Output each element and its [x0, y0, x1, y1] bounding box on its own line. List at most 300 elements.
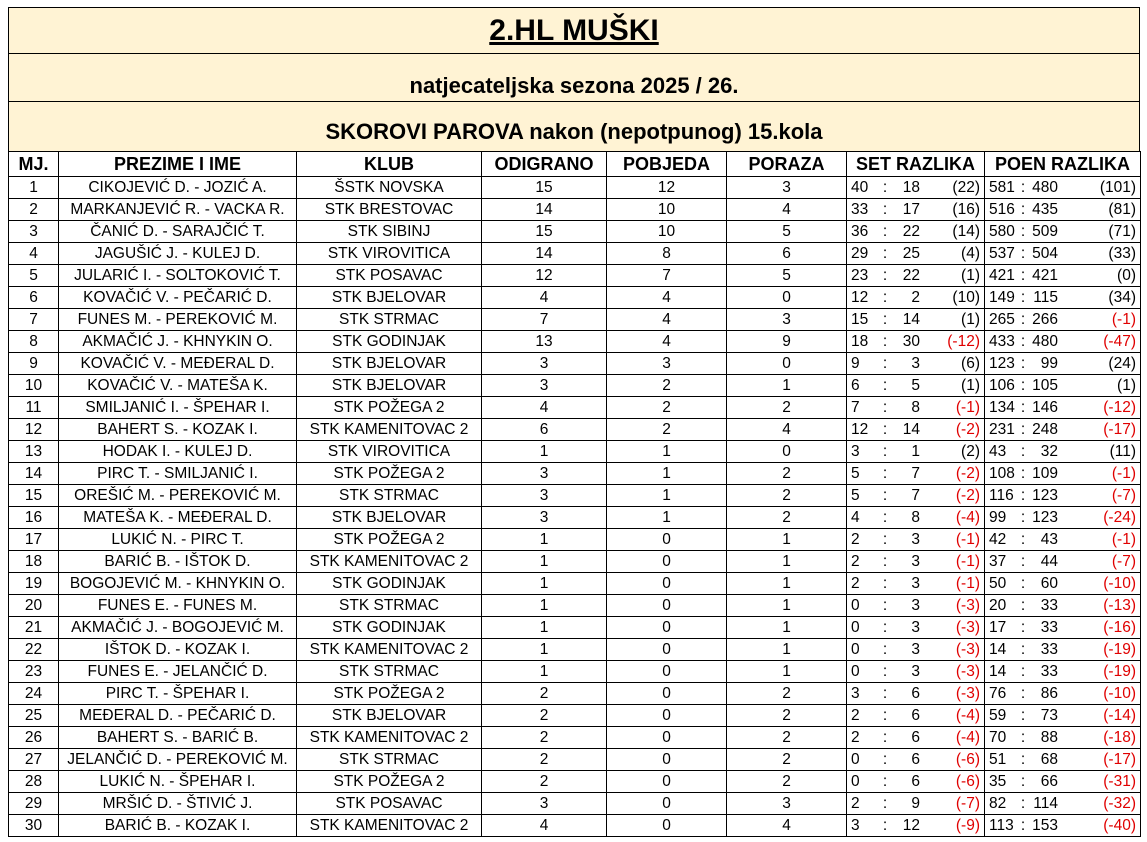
losses-cell: 1 — [727, 617, 847, 639]
set-lost: 6 — [911, 684, 920, 702]
colon-separator: : — [882, 596, 888, 614]
pair-name-cell: AKMAČIĆ J. - KHNYKIN O. — [59, 331, 297, 353]
set-diff-cell — [847, 441, 985, 463]
poen-won: 581 — [989, 178, 1015, 196]
rank-cell: 12 — [9, 419, 59, 441]
poen-difference: (11) — [1109, 442, 1136, 460]
set-diff-cell — [847, 617, 985, 639]
rank-cell: 14 — [9, 463, 59, 485]
set-diff-cell — [847, 397, 985, 419]
pair-name-cell: CIKOJEVIĆ D. - JOZIĆ A. — [59, 177, 297, 199]
poen-lost: 68 — [1040, 750, 1058, 768]
colon-separator: : — [882, 376, 888, 394]
poen-difference: (101) — [1099, 178, 1136, 196]
set-diff-cell — [847, 551, 985, 573]
losses-cell: 9 — [727, 331, 847, 353]
club-cell: STK BJELOVAR — [297, 287, 482, 309]
poen-won: 116 — [989, 486, 1014, 504]
point-diff-cell — [985, 331, 1141, 353]
colon-separator: : — [882, 618, 888, 636]
wins-cell: 0 — [607, 551, 727, 573]
club-cell: STK KAMENITOVAC 2 — [297, 551, 482, 573]
table-body — [9, 177, 1141, 837]
club-cell: STK POSAVAC — [297, 793, 482, 815]
wins-cell: 2 — [607, 397, 727, 419]
poen-lost: 123 — [1032, 486, 1058, 504]
poen-lost: 504 — [1032, 244, 1058, 262]
losses-cell: 2 — [727, 727, 847, 749]
poen-difference: (1) — [1117, 376, 1136, 394]
poen-won: 14 — [989, 640, 1007, 658]
played-cell: 3 — [482, 353, 607, 375]
club-cell: STK GODINJAK — [297, 573, 482, 595]
colon-separator: : — [1020, 376, 1026, 394]
rank-cell: 13 — [9, 441, 59, 463]
wins-cell: 3 — [607, 353, 727, 375]
losses-cell: 2 — [727, 705, 847, 727]
poen-won: 20 — [989, 596, 1007, 614]
rank-cell: 9 — [9, 353, 59, 375]
colon-separator: : — [1020, 222, 1026, 240]
poen-lost: 44 — [1040, 552, 1058, 570]
set-won: 12 — [851, 288, 869, 306]
wins-cell: 2 — [607, 419, 727, 441]
point-diff-cell — [985, 573, 1141, 595]
club-cell: ŠSTK NOVSKA — [297, 177, 482, 199]
club-cell: STK POŽEGA 2 — [297, 529, 482, 551]
column-header-poraza: PORAZA — [727, 152, 847, 177]
poen-difference: (-12) — [1103, 398, 1136, 416]
set-diff-cell — [847, 639, 985, 661]
club-cell: STK BJELOVAR — [297, 705, 482, 727]
colon-separator: : — [1020, 772, 1026, 790]
column-header-name: PREZIME I IME — [59, 152, 297, 177]
table-row — [9, 485, 1141, 507]
wins-cell: 1 — [607, 463, 727, 485]
poen-lost: 66 — [1040, 772, 1058, 790]
colon-separator: : — [882, 772, 888, 790]
set-lost: 3 — [911, 640, 920, 658]
point-diff-cell — [985, 815, 1141, 837]
set-lost: 3 — [911, 662, 920, 680]
wins-cell: 4 — [607, 287, 727, 309]
set-won: 3 — [851, 816, 860, 834]
set-lost: 6 — [911, 750, 920, 768]
wins-cell: 0 — [607, 705, 727, 727]
point-diff-cell — [985, 441, 1141, 463]
pair-name-cell: JULARIĆ I. - SOLTOKOVIĆ T. — [59, 265, 297, 287]
set-diff-cell — [847, 573, 985, 595]
poen-won: 113 — [989, 816, 1014, 834]
set-lost: 22 — [902, 222, 920, 240]
rank-cell: 5 — [9, 265, 59, 287]
table-row — [9, 265, 1141, 287]
pair-name-cell: MRŠIĆ D. - ŠTIVIĆ J. — [59, 793, 297, 815]
rank-cell: 18 — [9, 551, 59, 573]
table-row — [9, 287, 1141, 309]
rank-cell: 2 — [9, 199, 59, 221]
rank-cell: 16 — [9, 507, 59, 529]
club-cell: STK SIBINJ — [297, 221, 482, 243]
set-lost: 7 — [911, 486, 920, 504]
set-difference: (1) — [961, 266, 980, 284]
set-difference: (-4) — [955, 706, 980, 724]
set-difference: (-1) — [955, 398, 980, 416]
set-lost: 3 — [911, 596, 920, 614]
wins-cell: 0 — [607, 749, 727, 771]
poen-won: 99 — [989, 508, 1007, 526]
club-cell: STK KAMENITOVAC 2 — [297, 727, 482, 749]
table-row — [9, 617, 1141, 639]
club-cell: STK BRESTOVAC — [297, 199, 482, 221]
set-diff-cell — [847, 507, 985, 529]
colon-separator: : — [882, 684, 888, 702]
set-won: 33 — [851, 200, 869, 218]
set-won: 0 — [851, 618, 860, 636]
played-cell: 2 — [482, 749, 607, 771]
rank-cell: 6 — [9, 287, 59, 309]
pair-name-cell: LUKIĆ N. - ŠPEHAR I. — [59, 771, 297, 793]
set-diff-cell — [847, 749, 985, 771]
played-cell: 3 — [482, 375, 607, 397]
played-cell: 1 — [482, 639, 607, 661]
set-difference: (1) — [961, 376, 980, 394]
set-diff-cell — [847, 265, 985, 287]
club-cell: STK STRMAC — [297, 309, 482, 331]
rank-cell: 22 — [9, 639, 59, 661]
poen-difference: (-40) — [1103, 816, 1136, 834]
poen-lost: 266 — [1032, 310, 1058, 328]
losses-cell: 0 — [727, 353, 847, 375]
rank-cell: 27 — [9, 749, 59, 771]
colon-separator: : — [1020, 178, 1026, 196]
colon-separator: : — [1020, 662, 1026, 680]
set-diff-cell — [847, 177, 985, 199]
set-difference: (-6) — [955, 750, 980, 768]
poen-difference: (-10) — [1103, 684, 1136, 702]
colon-separator: : — [1020, 816, 1026, 834]
losses-cell: 1 — [727, 551, 847, 573]
table-row — [9, 331, 1141, 353]
column-header-mj: MJ. — [9, 152, 59, 177]
poen-difference: (81) — [1108, 200, 1136, 218]
rank-cell: 26 — [9, 727, 59, 749]
losses-cell: 3 — [727, 177, 847, 199]
table-row — [9, 793, 1141, 815]
played-cell: 15 — [482, 221, 607, 243]
club-cell: STK GODINJAK — [297, 617, 482, 639]
colon-separator: : — [882, 420, 888, 438]
poen-won: 82 — [989, 794, 1007, 812]
set-diff-cell — [847, 529, 985, 551]
set-lost: 14 — [902, 310, 920, 328]
poen-difference: (33) — [1108, 244, 1136, 262]
poen-lost: 86 — [1040, 684, 1058, 702]
set-won: 18 — [851, 332, 869, 350]
colon-separator: : — [1020, 332, 1026, 350]
table-header-row — [9, 152, 1141, 177]
set-difference: (-1) — [955, 530, 980, 548]
point-diff-cell — [985, 507, 1141, 529]
wins-cell: 0 — [607, 683, 727, 705]
set-won: 6 — [851, 376, 860, 394]
poen-lost: 33 — [1040, 662, 1058, 680]
played-cell: 7 — [482, 309, 607, 331]
poen-lost: 123 — [1032, 508, 1058, 526]
poen-difference: (-13) — [1103, 596, 1136, 614]
colon-separator: : — [882, 398, 888, 416]
losses-cell: 3 — [727, 309, 847, 331]
point-diff-cell — [985, 177, 1141, 199]
set-difference: (22) — [952, 178, 980, 196]
table-row — [9, 815, 1141, 837]
poen-won: 265 — [989, 310, 1015, 328]
poen-difference: (-7) — [1111, 486, 1136, 504]
set-won: 2 — [851, 574, 860, 592]
set-won: 2 — [851, 530, 860, 548]
table-row — [9, 639, 1141, 661]
rank-cell: 11 — [9, 397, 59, 419]
losses-cell: 2 — [727, 463, 847, 485]
poen-lost: 33 — [1040, 618, 1058, 636]
losses-cell: 2 — [727, 507, 847, 529]
set-difference: (-1) — [955, 552, 980, 570]
set-won: 7 — [851, 398, 860, 416]
table-row — [9, 705, 1141, 727]
colon-separator: : — [882, 750, 888, 768]
set-diff-cell — [847, 287, 985, 309]
played-cell: 4 — [482, 287, 607, 309]
rank-cell: 7 — [9, 309, 59, 331]
rank-cell: 17 — [9, 529, 59, 551]
played-cell: 4 — [482, 815, 607, 837]
poen-difference: (-1) — [1111, 464, 1136, 482]
poen-won: 51 — [989, 750, 1007, 768]
rank-cell: 24 — [9, 683, 59, 705]
set-lost: 8 — [911, 508, 920, 526]
pair-name-cell: MEĐERAL D. - PEČARIĆ D. — [59, 705, 297, 727]
table-row — [9, 727, 1141, 749]
set-lost: 30 — [902, 332, 920, 350]
losses-cell: 2 — [727, 397, 847, 419]
poen-difference: (-47) — [1103, 332, 1136, 350]
colon-separator: : — [1020, 420, 1026, 438]
club-cell: STK BJELOVAR — [297, 353, 482, 375]
table-row — [9, 551, 1141, 573]
losses-cell: 1 — [727, 661, 847, 683]
colon-separator: : — [1020, 574, 1026, 592]
point-diff-cell — [985, 529, 1141, 551]
losses-cell: 0 — [727, 287, 847, 309]
played-cell: 1 — [482, 595, 607, 617]
played-cell: 1 — [482, 551, 607, 573]
club-cell: STK POŽEGA 2 — [297, 397, 482, 419]
colon-separator: : — [1020, 728, 1026, 746]
table-row — [9, 177, 1141, 199]
colon-separator: : — [882, 266, 888, 284]
set-diff-cell — [847, 243, 985, 265]
point-diff-cell — [985, 375, 1141, 397]
poen-lost: 33 — [1040, 596, 1058, 614]
colon-separator: : — [1020, 684, 1026, 702]
played-cell: 4 — [482, 397, 607, 419]
standings-sheet — [8, 7, 1140, 837]
wins-cell: 8 — [607, 243, 727, 265]
set-difference: (-12) — [947, 332, 980, 350]
colon-separator: : — [882, 178, 888, 196]
set-won: 3 — [851, 684, 860, 702]
table-row — [9, 771, 1141, 793]
poen-difference: (71) — [1108, 222, 1136, 240]
colon-separator: : — [882, 552, 888, 570]
colon-separator: : — [882, 464, 888, 482]
set-diff-cell — [847, 595, 985, 617]
poen-lost: 60 — [1040, 574, 1058, 592]
played-cell: 2 — [482, 727, 607, 749]
colon-separator: : — [882, 310, 888, 328]
pair-name-cell: JAGUŠIĆ J. - KULEJ D. — [59, 243, 297, 265]
set-diff-cell — [847, 199, 985, 221]
poen-lost: 421 — [1032, 266, 1058, 284]
played-cell: 15 — [482, 177, 607, 199]
colon-separator: : — [1020, 354, 1026, 372]
wins-cell: 12 — [607, 177, 727, 199]
pair-name-cell: IŠTOK D. - KOZAK I. — [59, 639, 297, 661]
poen-difference: (-17) — [1103, 420, 1136, 438]
point-diff-cell — [985, 595, 1141, 617]
club-cell: STK POSAVAC — [297, 265, 482, 287]
club-cell: STK VIROVITICA — [297, 441, 482, 463]
poen-won: 433 — [989, 332, 1015, 350]
set-difference: (16) — [952, 200, 980, 218]
poen-won: 50 — [989, 574, 1007, 592]
colon-separator: : — [1020, 486, 1026, 504]
played-cell: 1 — [482, 529, 607, 551]
poen-won: 35 — [989, 772, 1007, 790]
title-band — [8, 7, 1140, 53]
poen-won: 231 — [989, 420, 1015, 438]
set-lost: 6 — [911, 772, 920, 790]
pair-name-cell: KOVAČIĆ V. - PEČARIĆ D. — [59, 287, 297, 309]
colon-separator: : — [882, 244, 888, 262]
set-difference: (1) — [961, 310, 980, 328]
pair-name-cell: JELANČIĆ D. - PEREKOVIĆ M. — [59, 749, 297, 771]
set-difference: (-3) — [955, 662, 980, 680]
colon-separator: : — [882, 332, 888, 350]
set-difference: (2) — [961, 442, 980, 460]
pair-name-cell: KOVAČIĆ V. - MEĐERAL D. — [59, 353, 297, 375]
club-cell: STK VIROVITICA — [297, 243, 482, 265]
set-won: 0 — [851, 596, 860, 614]
set-won: 0 — [851, 750, 860, 768]
club-cell: STK KAMENITOVAC 2 — [297, 639, 482, 661]
poen-lost: 480 — [1032, 178, 1058, 196]
rank-cell: 15 — [9, 485, 59, 507]
point-diff-cell — [985, 221, 1141, 243]
set-diff-cell — [847, 375, 985, 397]
poen-difference: (-10) — [1103, 574, 1136, 592]
set-lost: 14 — [902, 420, 920, 438]
played-cell: 1 — [482, 573, 607, 595]
colon-separator: : — [882, 288, 888, 306]
colon-separator: : — [882, 728, 888, 746]
point-diff-cell — [985, 287, 1141, 309]
losses-cell: 3 — [727, 793, 847, 815]
standings-table — [8, 151, 1141, 837]
poen-lost: 153 — [1032, 816, 1058, 834]
point-diff-cell — [985, 309, 1141, 331]
set-won: 12 — [851, 420, 869, 438]
played-cell: 13 — [482, 331, 607, 353]
set-difference: (-6) — [955, 772, 980, 790]
column-header-pobjeda: POBJEDA — [607, 152, 727, 177]
set-won: 23 — [851, 266, 869, 284]
losses-cell: 6 — [727, 243, 847, 265]
poen-won: 14 — [989, 662, 1007, 680]
club-cell: STK BJELOVAR — [297, 375, 482, 397]
subtitle-label: SKOROVI PAROVA nakon (nepotpunog) 15.kola — [8, 101, 1140, 151]
table-row — [9, 529, 1141, 551]
point-diff-cell — [985, 551, 1141, 573]
point-diff-cell — [985, 793, 1141, 815]
column-header-set-razlika: SET RAZLIKA — [847, 152, 985, 177]
set-won: 2 — [851, 706, 860, 724]
losses-cell: 1 — [727, 573, 847, 595]
set-won: 15 — [851, 310, 869, 328]
colon-separator: : — [882, 662, 888, 680]
poen-lost: 43 — [1040, 530, 1058, 548]
poen-difference: (-19) — [1103, 640, 1136, 658]
set-diff-cell — [847, 771, 985, 793]
point-diff-cell — [985, 397, 1141, 419]
played-cell: 3 — [482, 463, 607, 485]
set-lost: 3 — [911, 574, 920, 592]
poen-won: 537 — [989, 244, 1015, 262]
table-row — [9, 683, 1141, 705]
set-difference: (-4) — [955, 508, 980, 526]
point-diff-cell — [985, 771, 1141, 793]
played-cell: 2 — [482, 771, 607, 793]
club-cell: STK KAMENITOVAC 2 — [297, 815, 482, 837]
colon-separator: : — [882, 530, 888, 548]
played-cell: 14 — [482, 199, 607, 221]
poen-lost: 32 — [1040, 442, 1058, 460]
colon-separator: : — [882, 574, 888, 592]
point-diff-cell — [985, 661, 1141, 683]
colon-separator: : — [1020, 508, 1026, 526]
pair-name-cell: PIRC T. - ŠPEHAR I. — [59, 683, 297, 705]
played-cell: 3 — [482, 485, 607, 507]
wins-cell: 0 — [607, 595, 727, 617]
set-won: 0 — [851, 640, 860, 658]
set-lost: 9 — [911, 794, 920, 812]
colon-separator: : — [1020, 596, 1026, 614]
poen-won: 421 — [989, 266, 1015, 284]
pair-name-cell: SMILJANIĆ I. - ŠPEHAR I. — [59, 397, 297, 419]
poen-won: 76 — [989, 684, 1007, 702]
losses-cell: 5 — [727, 265, 847, 287]
set-won: 5 — [851, 464, 860, 482]
colon-separator: : — [1020, 442, 1026, 460]
losses-cell: 2 — [727, 749, 847, 771]
colon-separator: : — [882, 222, 888, 240]
wins-cell: 4 — [607, 331, 727, 353]
poen-lost: 480 — [1032, 332, 1058, 350]
club-cell: STK STRMAC — [297, 749, 482, 771]
rank-cell: 10 — [9, 375, 59, 397]
colon-separator: : — [882, 508, 888, 526]
pair-name-cell: BARIĆ B. - KOZAK I. — [59, 815, 297, 837]
